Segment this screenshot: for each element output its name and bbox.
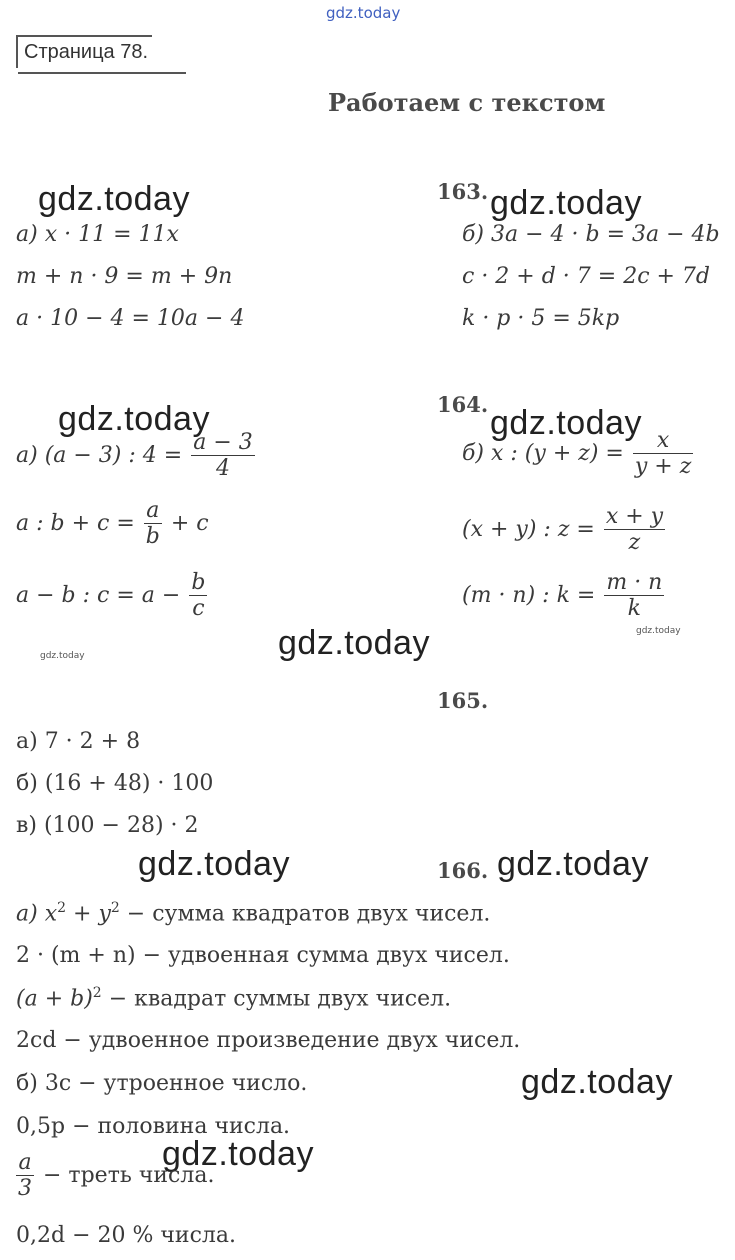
task164-b-line1 xyxy=(462,428,695,480)
task164-a-line3 xyxy=(16,570,209,622)
page-number-label: Страница 78. xyxy=(16,35,152,68)
denominator: y + z xyxy=(634,454,692,480)
fraction xyxy=(144,498,162,550)
task164-a-line2 xyxy=(16,498,209,550)
task166-line1 xyxy=(16,900,490,926)
watermark: gdz.today xyxy=(490,184,642,222)
numerator: x + y xyxy=(605,504,664,529)
watermark: gdz.today xyxy=(38,180,190,218)
fraction xyxy=(191,430,255,482)
denominator: b xyxy=(145,524,160,550)
task165-b: б) (16 + 48) · 100 xyxy=(16,771,214,796)
task164-a1-left: а) (a − 3) : 4 = xyxy=(16,442,183,468)
task-number-164: 164. xyxy=(437,392,489,417)
denominator: 4 xyxy=(191,455,255,481)
task163-b-line1: б) 3a − 4 · b = 3a − 4b xyxy=(462,222,720,247)
task166-line6: 0,5p − половина числа. xyxy=(16,1114,291,1139)
task164-b3-left: (m · n) : k = xyxy=(462,582,596,608)
task164-a2-left: a : b + c = xyxy=(16,510,135,536)
description: − треть числа. xyxy=(43,1162,215,1188)
watermark: gdz.today xyxy=(497,845,649,883)
task164-a3-left: a − b : c = a − xyxy=(16,582,181,608)
exponent: 2 xyxy=(92,985,102,1001)
task166-line5: б) 3c − утроенное число. xyxy=(16,1071,308,1096)
task166-line7 xyxy=(14,1150,214,1202)
page-label-underline xyxy=(18,72,186,74)
exponent: 2 xyxy=(110,900,120,916)
task166-line4: 2cd − удвоенное произведение двух чисел. xyxy=(16,1028,521,1053)
fraction xyxy=(633,428,693,480)
watermark: gdz.today xyxy=(162,1135,314,1173)
fraction xyxy=(604,570,664,622)
task165-c: в) (100 − 28) · 2 xyxy=(16,813,199,838)
numerator: a xyxy=(18,1150,32,1175)
task-number-165: 165. xyxy=(437,688,489,713)
task164-b-line3 xyxy=(462,570,666,622)
exponent: 2 xyxy=(57,900,67,916)
denominator: c xyxy=(189,595,207,621)
section-title: Работаем с текстом xyxy=(328,88,606,117)
numerator: x xyxy=(656,428,670,453)
task-number-166: 166. xyxy=(437,858,489,883)
task166-line8: 0,2d − 20 % числа. xyxy=(16,1223,236,1248)
task-number-163: 163. xyxy=(437,179,489,204)
numerator: a − 3 xyxy=(193,430,253,455)
numerator: m · n xyxy=(606,570,663,595)
task163-a-line2: m + n · 9 = m + 9n xyxy=(16,264,233,289)
watermark: gdz.today xyxy=(278,624,430,662)
watermark: gdz.today xyxy=(490,404,642,442)
task164-b1-left: б) x : (y + z) = xyxy=(462,440,624,466)
small-watermark: gdz.today xyxy=(636,626,681,636)
task163-b-line2: c · 2 + d · 7 = 2c + 7d xyxy=(462,264,711,289)
task164-a-line1 xyxy=(16,430,257,482)
task166-line3 xyxy=(16,985,451,1011)
task165-a: а) 7 · 2 + 8 xyxy=(16,729,141,754)
task163-b-line3: k · p · 5 = 5kp xyxy=(462,306,620,331)
denominator: 3 xyxy=(18,1176,32,1202)
fraction xyxy=(16,1150,34,1202)
task164-b2-left: (x + y) : z = xyxy=(462,516,595,542)
watermark: gdz.today xyxy=(58,400,210,438)
watermark: gdz.today xyxy=(521,1063,673,1101)
expr-sum: (a + b) xyxy=(16,986,93,1012)
numerator: a xyxy=(146,498,160,523)
small-watermark: gdz.today xyxy=(40,651,85,661)
task164-a2-right: + c xyxy=(170,510,209,536)
top-watermark: gdz.today xyxy=(326,4,401,22)
task163-a-line1: а) x · 11 = 11x xyxy=(16,222,179,247)
denominator: z xyxy=(604,529,665,555)
description: − сумма квадратов двух чисел. xyxy=(119,901,491,927)
description: − квадрат суммы двух чисел. xyxy=(101,986,452,1012)
task163-a-line3: a · 10 − 4 = 10a − 4 xyxy=(16,306,245,331)
numerator: b xyxy=(191,570,206,595)
task164-b-line2 xyxy=(462,504,667,556)
denominator: k xyxy=(604,595,664,621)
watermark: gdz.today xyxy=(138,845,290,883)
task166-line2: 2 · (m + n) − удвоенная сумма двух чисел. xyxy=(16,943,510,968)
fraction xyxy=(189,570,207,622)
fraction xyxy=(604,504,665,556)
expr-y: + y xyxy=(66,901,111,927)
expr-x: а) x xyxy=(16,901,58,927)
